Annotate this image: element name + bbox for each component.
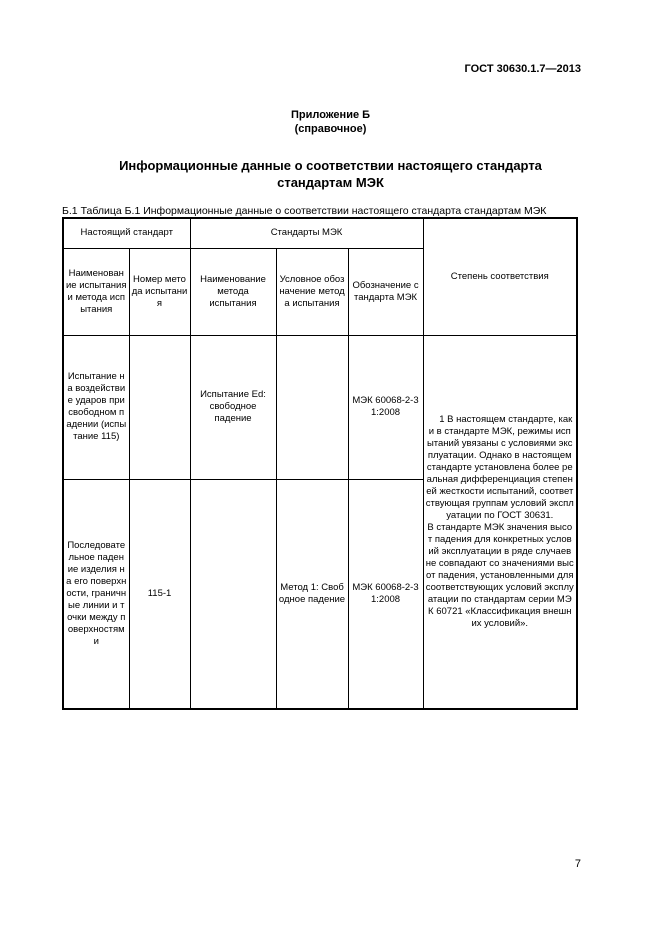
cell-test-name: Последовательное падение изделия на его поверхности, граничные линии и точки между поверхностями bbox=[63, 479, 129, 709]
conformity-table bbox=[62, 217, 578, 710]
cell-iec-standard: МЭК 60068-2-31:2008 bbox=[348, 335, 423, 479]
annex-type: (справочное) bbox=[294, 123, 367, 135]
page-number: 7 bbox=[574, 858, 581, 870]
header-iec-standards: Стандарты МЭК bbox=[190, 218, 423, 248]
table-group-header-row bbox=[63, 218, 577, 248]
cell-method-number bbox=[129, 335, 190, 479]
document-code: ГОСТ 30630.1.7—2013 bbox=[464, 63, 581, 75]
cell-iec-standard: МЭК 60068-2-31:2008 bbox=[348, 479, 423, 709]
cell-iec-test-name: Испытание Ed: свободное падение bbox=[190, 335, 276, 479]
header-this-standard: Настоящий стандарт bbox=[63, 218, 190, 248]
cell-iec-test-name bbox=[190, 479, 276, 709]
header-iec-test-name: Наименование метода испытания bbox=[190, 248, 276, 335]
cell-iec-method-code: Метод 1: Свободное падение bbox=[276, 479, 348, 709]
degree-note-2: В стандарте МЭК значения высот падения для конкретных условий эксплуатации в ряде случаев не совпадают со значениями высот падения, установленными для соответствующих условий эксплуатации по стандартам серии МЭК 60721 «Классификация внешних условий». bbox=[425, 521, 574, 629]
cell-test-name: Испытание на воздействие ударов при свободном падении (испытание 115) bbox=[63, 335, 129, 479]
degree-note-1: 1 В настоящем стандарте, как и в стандарте МЭК, режимы испытаний увязаны с условиями эксплуатации. Однако в настоящем стандарте установлена более реальная дифференциация степеней жесткости испытаний, соответствующая группам условий эксплуатации по ГОСТ 30631. bbox=[425, 413, 574, 521]
header-iec-standard: Обозначение стандарта МЭК bbox=[348, 248, 423, 335]
table-row bbox=[63, 335, 577, 479]
header-test-name: Наименование испытания и метода испытания bbox=[63, 248, 129, 335]
table-caption: Б.1 Таблица Б.1 Информационные данные о соответствии настоящего стандарта стандартам МЭК bbox=[62, 205, 547, 217]
header-method-number: Номер метода испытания bbox=[129, 248, 190, 335]
header-iec-method-code: Условное обозначение метода испытания bbox=[276, 248, 348, 335]
header-degree-of-conformity: Степень соответствия bbox=[423, 218, 577, 335]
title-line-1: Информационные данные о соответствии настоящего стандарта bbox=[119, 158, 542, 173]
annex-heading bbox=[0, 108, 661, 136]
annex-label: Приложение Б bbox=[290, 109, 371, 121]
title-line-2: стандартам МЭК bbox=[277, 175, 384, 190]
cell-method-number: 115-1 bbox=[129, 479, 190, 709]
cell-degree-of-conformity bbox=[423, 335, 577, 709]
document-title bbox=[0, 157, 661, 191]
cell-iec-method-code bbox=[276, 335, 348, 479]
